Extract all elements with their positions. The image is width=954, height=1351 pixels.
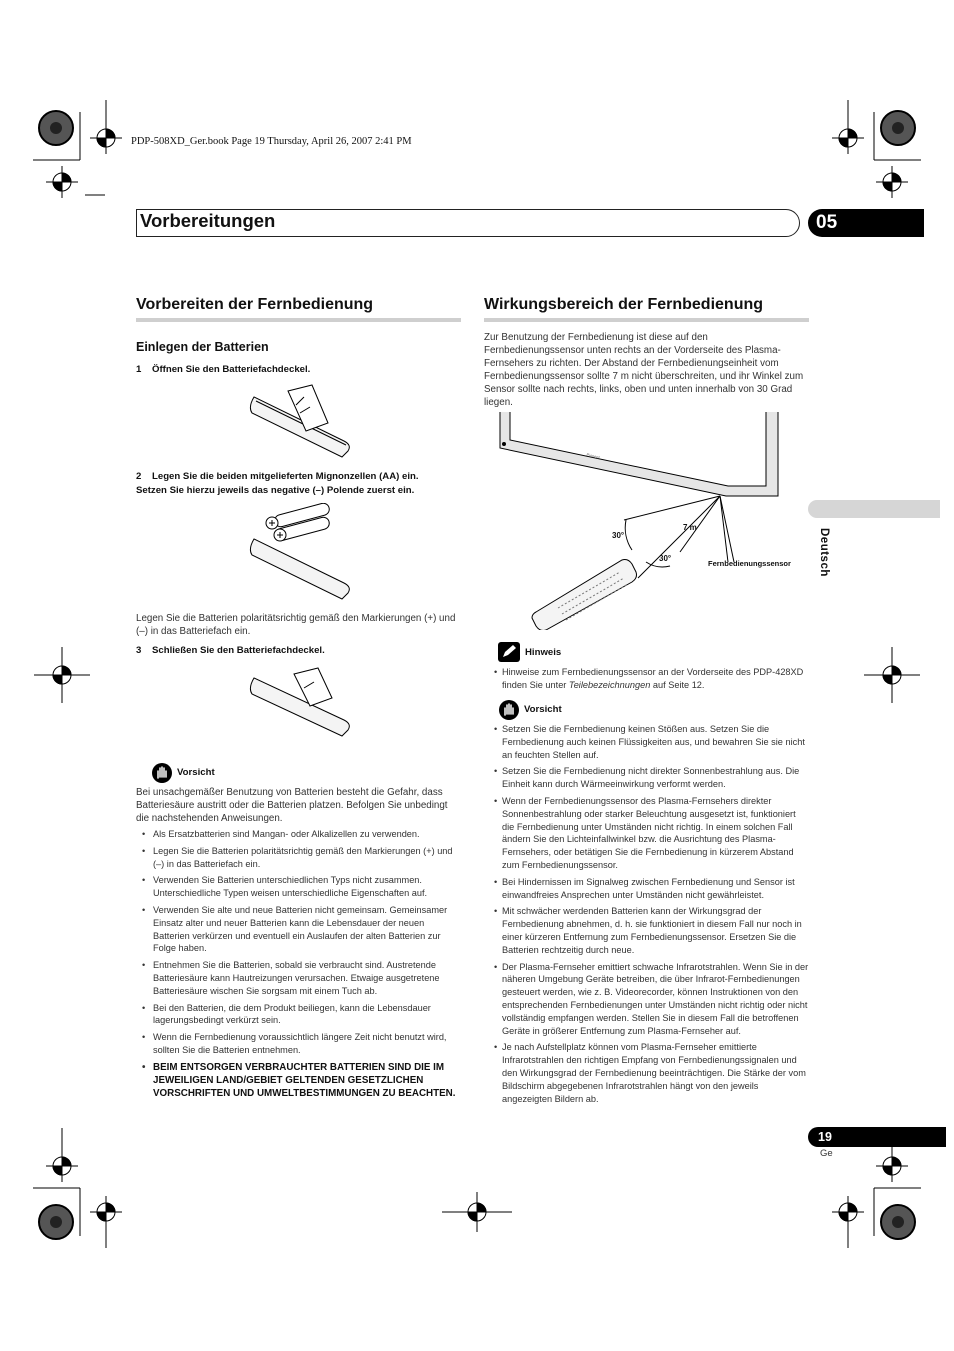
- left-section-title: Vorbereiten der Fernbedienung: [136, 296, 374, 313]
- list-item: • Wenn die Fernbedienung voraussichtlich längere Zeit nicht benutzt wird, sollten Sie die Batterien entnehmen.: [136, 1031, 461, 1057]
- range-intro-text: Zur Benutzung der Fernbedienung ist diese auf den Fernbedienungssensor unten rechts an der Vorderseite des Plasma-Fernsehers zu richten. Der Abstand der Fernbedienungseinheit vom Fernbedienungssensor sollte 7 m nicht überschreiten, und ihr Winkel zum Sensor sollte nach rechts, links, oben und unten innerhalb von 30 Grad liegen.: [484, 332, 804, 408]
- remote-batteries-icon: [248, 503, 360, 603]
- list-item: • Mit schwächer werdenden Batterien kann der Wirkungsgrad der Fernbedienung abnehmen, d. h. sie funktioniert in diesem Fall nur noch in einer kürzeren Entfernung zum Fernbedienungssensor. Ersetzen Sie die Batterien rechtzeitig durch neue.: [494, 905, 810, 956]
- book-info-line: PDP-508XD_Ger.book Page 19 Thursday, April 26, 2007 2:41 PM: [131, 136, 412, 147]
- list-item: • Wenn der Fernbedienungssensor des Plasma-Fernsehers direkter Sonnenbestrahlung oder starker Beleuchtung ausgesetzt ist, funktioniert die Fernbedienung unter Umständen nicht richtig. In einem solchen Fall ändern Sie den Lichteinfallwinkel bzw. die Ausrichtung des Plasma-Fernsehers, oder betätigen Sie die Fernbedienung in kürzerem Abstand zum Fernbedienungssensor.: [494, 795, 810, 872]
- list-item: • Je nach Aufstellplatz können vom Plasma-Fernseher emittierte Infrarotstrahlen den richtigen Empfang von Fernbedienungssignalen und den Wirkungsgrad der Fernbedienung beeinträchtigen. Die Stärke der vom Bildschirm abgegebenen Infrarotstrahlen hängt von den jeweils angezeigten Bildern ab.: [494, 1041, 810, 1105]
- list-item: • Verwenden Sie Batterien unterschiedlichen Typs nicht zusammen. Unterschiedliche Typen weisen unterschiedliche Eigenschaften auf.: [136, 874, 461, 900]
- list-item: • Bei Hindernissen im Signalweg zwischen Fernbedienung und Sensor ist einwandfreies Ansprechen unter Umständen nicht gewährleistet.: [494, 876, 810, 902]
- step-3: 3 Schließen Sie den Batteriefachdeckel.: [136, 645, 325, 656]
- hint-text-post: auf Seite 12.: [650, 679, 705, 690]
- sensor-label: Fernbedienungssensor: [708, 559, 791, 568]
- remote-close-cover-icon: [248, 664, 360, 740]
- page-number: 19: [808, 1127, 946, 1147]
- caution-hand-icon: [499, 700, 519, 720]
- sub-title-batteries: Einlegen der Batterien: [136, 340, 269, 354]
- caution-hand-icon: [152, 763, 172, 783]
- list-item: • Setzen Sie die Fernbedienung nicht direkter Sonnenbestrahlung aus. Die Einheit kann durch Wärmeeinwirkung verformt werden.: [494, 765, 810, 791]
- list-item: • Verwenden Sie alte und neue Batterien nicht gemeinsam. Gemeinsamer Einsatz alter und neuer Batterien kann die Lebensdauer der neuen Batterien verkürzen und eventuell ein Auslaufen der alten Batterien zur Folge haben.: [136, 904, 461, 955]
- page-language-code: Ge: [820, 1148, 833, 1159]
- list-item: • Setzen Sie die Fernbedienung keinen Stößen aus. Setzen Sie die Fernbedienung auch keinen Flüssigkeiten aus, und bewahren Sie sie nicht an feuchten Stellen auf.: [494, 723, 810, 761]
- list-item: • Bei den Batterien, die dem Produkt beiliegen, kann die Lebensdauer lagerungsbedingt verkürzt sein.: [136, 1002, 461, 1028]
- list-item: • Entnehmen Sie die Batterien, sobald sie verbraucht sind. Austretende Batteriesäure kann Hautreizungen verursachen. Etwaige ausgetretene Batteriesäure wischen Sie sorgsam mit einem Tuch ab.: [136, 959, 461, 997]
- note-pencil-icon: [498, 642, 520, 662]
- chapter-title: Vorbereitungen: [140, 210, 276, 231]
- remote-open-cover-icon: [248, 383, 360, 461]
- side-language-label: Deutsch: [818, 528, 830, 577]
- language-side-tab: [808, 500, 940, 518]
- hint-label: Hinweis: [525, 647, 562, 658]
- list-item: • Als Ersatzbatterien sind Mangan- oder Alkalizellen zu verwenden.: [136, 828, 461, 841]
- step-1: 1 Öffnen Sie den Batteriefachdeckel.: [136, 364, 311, 375]
- left-caution-intro: Bei unsachgemäßer Benutzung von Batterien besteht die Gefahr, dass Batteriesäure austritt oder die Batterien platzen. Befolgen Sie unbedingt die nachstehenden Anweisungen.: [136, 787, 448, 824]
- list-item: [494, 666, 804, 692]
- right-section-title: Wirkungsbereich der Fernbedienung: [484, 296, 764, 313]
- tv-brand-label: Pioneer: [586, 452, 601, 460]
- left-section-rule: [136, 318, 461, 322]
- angle-label-2: 30°: [659, 554, 672, 563]
- chapter-number: 05: [808, 209, 924, 237]
- list-item: • Der Plasma-Fernseher emittiert schwache Infrarotstrahlen. Wenn Sie in der näheren Umgebung Geräte betreiben, die über Infrarot-Fernbedienungen gesteuert werden, wie z. B. Videorecorder, können Instruktionen von den entsprechenden Fernbedienungen unter Umständen nicht richtig oder nicht vollständig empfangen werden. Stellen Sie in diesem Fall die betroffenen Geräte in größerer Entfernung zum Plasma-Fernseher auf.: [494, 961, 810, 1038]
- hint-page-reference: Teilebezeichnungen: [568, 679, 651, 690]
- right-section-rule: [484, 318, 809, 322]
- list-item-disposal: • BEIM ENTSORGEN VERBRAUCHTER BATTERIEN SIND DIE IM JEWEILIGEN LAND/GEBIET GELTENDEN GESETZLICHEN VORSCHRIFTEN UND UMWELTBESTIMMUNGEN ZU BEACHTEN.: [136, 1061, 461, 1100]
- distance-label: 7 m: [683, 523, 697, 532]
- step-2-line-1: 2 Legen Sie die beiden mitgelieferten Mignonzellen (AA) ein.: [136, 471, 419, 482]
- step-2-line-2: Setzen Sie hierzu jeweils das negative (–) Polende zuerst ein.: [136, 485, 415, 496]
- remote-range-diagram: [496, 412, 796, 630]
- polarity-text: Legen Sie die Batterien polaritätsrichtig gemäß den Markierungen (+) und (–) in das Batteriefach ein.: [136, 613, 456, 637]
- left-caution-list: [136, 828, 461, 1104]
- right-caution-label: Vorsicht: [524, 704, 562, 715]
- hint-text-pre: Hinweise zum Fernbedienungssensor an der Vorderseite des PDP-428XD finden Sie unter: [502, 667, 804, 690]
- list-item: • Legen Sie die Batterien polaritätsrichtig gemäß den Markierungen (+) und (–) in das Batteriefach ein.: [136, 845, 461, 871]
- angle-label-1: 30°: [612, 531, 625, 540]
- hint-list: [494, 666, 804, 696]
- left-caution-label: Vorsicht: [177, 767, 215, 778]
- right-caution-list: [494, 723, 810, 1109]
